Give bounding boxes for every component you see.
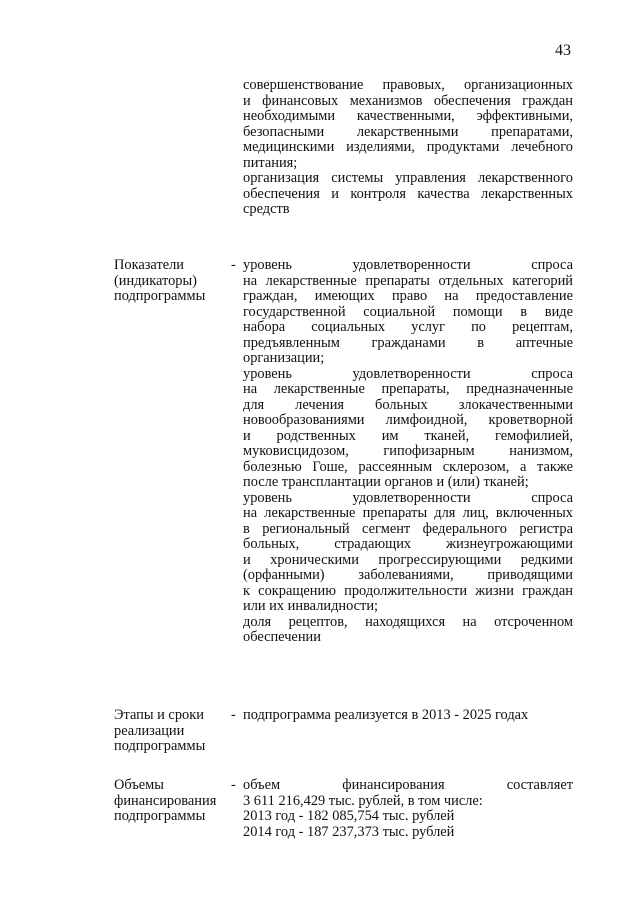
text-line: после трансплантации органов и (или) тканей; bbox=[243, 474, 529, 490]
text-line: организации; bbox=[243, 350, 325, 366]
text-line: средств bbox=[243, 201, 290, 217]
label-line: подпрограммы bbox=[114, 738, 206, 754]
text-line: муковисцидозом, гипофизарным нанизмом, bbox=[243, 443, 573, 459]
text-line: уровень удовлетворенности спроса bbox=[243, 489, 573, 506]
text-line: и хроническими прогрессирующими редкими bbox=[243, 551, 573, 568]
label-line: подпрограммы bbox=[114, 288, 206, 304]
text-line: в региональный сегмент федерального регистра bbox=[243, 520, 573, 537]
label-line: финансирования bbox=[114, 792, 217, 809]
label-line: (индикаторы) bbox=[114, 272, 197, 289]
text-line: обеспечении bbox=[243, 629, 321, 645]
text-line: доля рецептов, находящихся на отсроченном bbox=[243, 613, 573, 630]
label-line: Показатели bbox=[114, 257, 185, 273]
stages-description bbox=[243, 708, 573, 724]
text-line: организация системы управления лекарственного bbox=[243, 170, 573, 186]
text-line: на лекарственные препараты для лиц, включенных bbox=[243, 505, 573, 521]
page-number: 43 bbox=[555, 42, 571, 59]
text-line: на лекарственные препараты отдельных категорий bbox=[243, 272, 573, 289]
text-line: и родственных им тканей, гемофилией, bbox=[243, 427, 573, 444]
label-line: подпрограммы bbox=[114, 808, 206, 824]
goals-description bbox=[243, 78, 573, 218]
text-line: предъявленным гражданами в аптечные bbox=[243, 334, 573, 351]
funding-dash: - bbox=[231, 777, 236, 793]
label-line: реализации bbox=[114, 722, 185, 739]
text-line: совершенствование правовых, организационных bbox=[243, 77, 573, 93]
indicators-description bbox=[243, 258, 573, 646]
text-line: (орфанными) заболеваниями, приводящими bbox=[243, 567, 573, 583]
text-line: безопасными лекарственными препаратами, bbox=[243, 123, 573, 140]
text-line: медицинскими изделиями, продуктами лечебного bbox=[243, 139, 573, 155]
text-line: государственной социальной помощи в виде bbox=[243, 303, 573, 320]
text-line: уровень удовлетворенности спроса bbox=[243, 365, 573, 382]
text-line: объем финансирования составляет bbox=[243, 777, 573, 793]
text-line: необходимыми качественными, эффективными, bbox=[243, 108, 573, 124]
text-line: уровень удовлетворенности спроса bbox=[243, 257, 573, 273]
stages-dash: - bbox=[231, 707, 236, 723]
indicators-label bbox=[114, 258, 232, 305]
funding-description bbox=[243, 778, 573, 840]
text-line: обеспечения и контроля качества лекарственных bbox=[243, 185, 573, 202]
text-line: граждан, имеющих право на предоставление bbox=[243, 288, 573, 304]
text-line: подпрограмма реализуется в 2013 - 2025 годах bbox=[243, 707, 529, 723]
text-line: на лекарственные препараты, предназначенные bbox=[243, 381, 573, 397]
text-line: болезнью Гоше, рассеянным склерозом, а также bbox=[243, 458, 573, 475]
label-line: Этапы и сроки bbox=[114, 707, 204, 723]
text-line: новообразованиями лимфоидной, кроветворной bbox=[243, 412, 573, 428]
text-line: или их инвалидности; bbox=[243, 598, 379, 614]
text-line: и финансовых механизмов обеспечения граждан bbox=[243, 92, 573, 109]
text-line: 2013 год - 182 085,754 тыс. рублей bbox=[243, 808, 455, 824]
text-line: питания; bbox=[243, 154, 298, 171]
text-line: 2014 год - 187 237,373 тыс. рублей bbox=[243, 823, 455, 840]
indicators-dash: - bbox=[231, 257, 236, 273]
text-line: к сокращению продолжительности жизни граждан bbox=[243, 582, 573, 599]
text-line: больных, страдающих жизнеугрожающими bbox=[243, 536, 573, 552]
text-line: для лечения больных злокачественными bbox=[243, 396, 573, 413]
text-line: набора социальных услуг по рецептам, bbox=[243, 319, 573, 335]
label-line: Объемы bbox=[114, 777, 164, 793]
stages-label bbox=[114, 708, 232, 755]
text-line: 3 611 216,429 тыс. рублей, в том числе: bbox=[243, 792, 483, 809]
funding-label bbox=[114, 778, 232, 825]
